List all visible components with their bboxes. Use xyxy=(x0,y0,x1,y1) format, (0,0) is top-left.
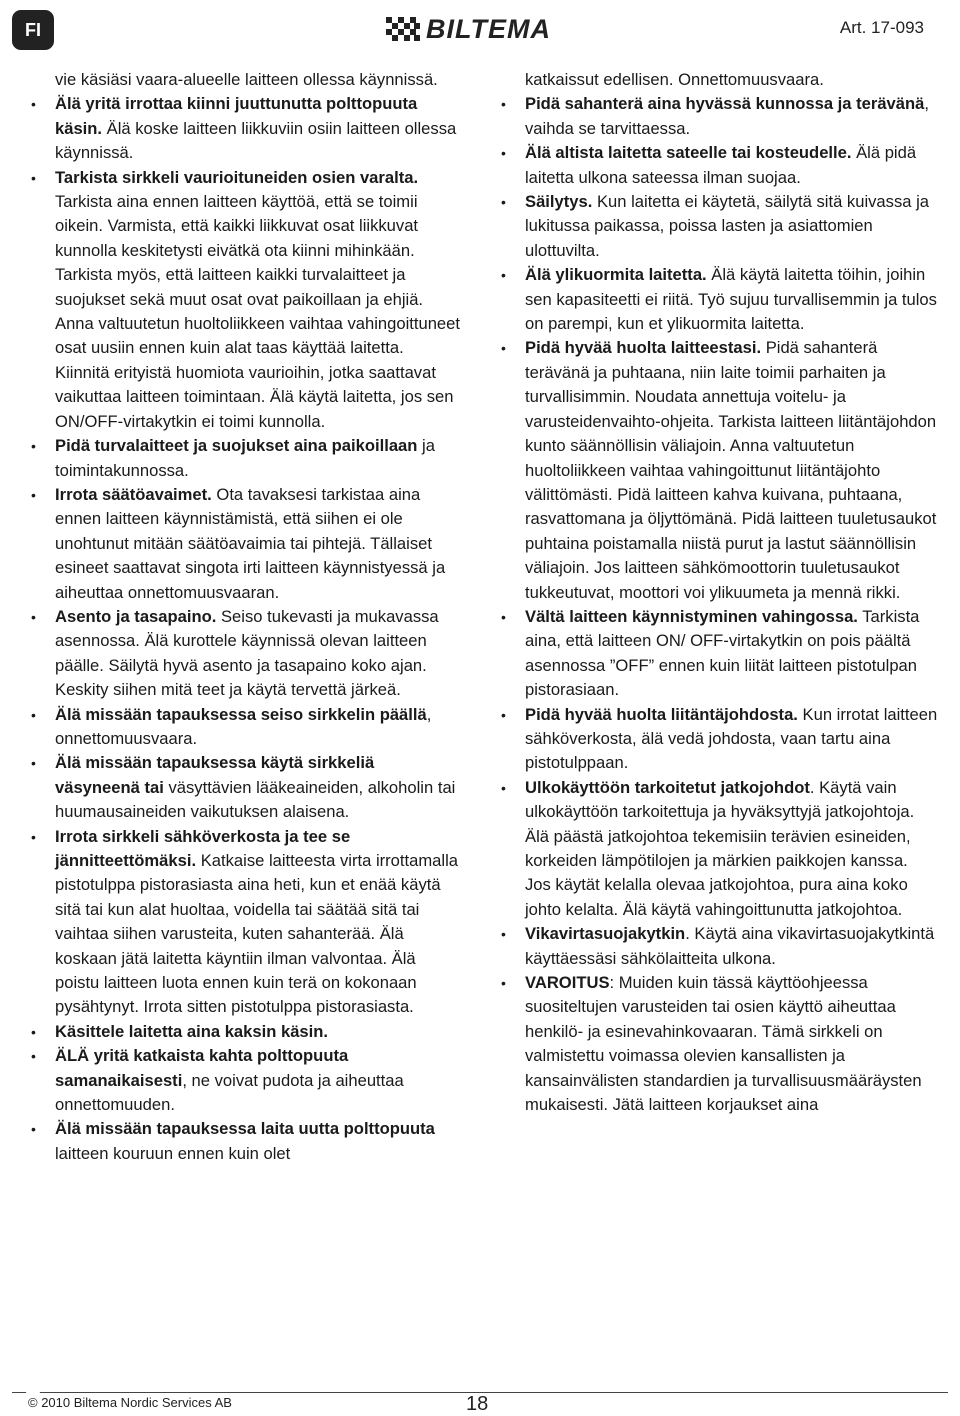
list-item xyxy=(28,605,460,703)
bold-text: Älä ylikuormita laitetta. xyxy=(525,265,707,285)
bullet-icon: • xyxy=(501,194,506,211)
list-item xyxy=(28,1117,460,1166)
list-item xyxy=(498,336,938,604)
bullet-icon: • xyxy=(31,706,36,723)
list-item xyxy=(28,1020,460,1044)
bullet-icon: • xyxy=(501,608,506,625)
body-text: ja toimintakunnossa. xyxy=(55,436,435,480)
bullet-icon: • xyxy=(31,96,36,113)
body-text: laitteen kouruun ennen kuin olet xyxy=(55,1143,291,1163)
bullet-icon: • xyxy=(501,975,506,992)
bold-text: VAROITUS xyxy=(525,973,610,993)
bullet-icon: • xyxy=(501,340,506,357)
bold-text: Pidä turvalaitteet ja suojukset aina paikoillaan xyxy=(55,436,418,456)
bold-text: Pidä hyvää huolta liitäntäjohdosta. xyxy=(525,704,798,724)
list-item xyxy=(498,922,938,971)
bullet-icon: • xyxy=(31,608,36,625)
brand-name: BILTEMA xyxy=(426,13,551,44)
body-text: katkaissut edellisen. Onnettomuusvaara. xyxy=(525,70,824,89)
bullet-icon: • xyxy=(501,145,506,162)
list-item xyxy=(28,751,460,824)
list-item xyxy=(28,483,460,605)
bold-text: ÄLÄ yritä katkaista kahta polttopuuta samanaikaisesti xyxy=(55,1046,349,1090)
bold-text: Vikavirtasuojakytkin xyxy=(525,924,686,944)
body-text: Älä koske laitteen liikkuviin osiin laitteen ollessa käynnissä. xyxy=(55,118,457,163)
bullet-icon: • xyxy=(31,438,36,455)
bold-text: Asento ja tasapaino. xyxy=(55,606,217,626)
bold-text: Älä missään tapauksessa käytä sirkkeliä väsyneenä tai xyxy=(55,753,375,797)
body-text: , onnettomuusvaara. xyxy=(55,704,432,748)
bold-text: Älä missään tapauksessa seiso sirkkelin päällä xyxy=(55,704,427,724)
page-header xyxy=(0,0,960,64)
body-text: Seiso tukevasti ja mukavassa asennossa. Älä kurottele käynnissä olevan laitteen päälle. Säilytä hyvä asento ja tasapaino koko ajan. Keskity siihen mitä teet ja käytä tervettä järkeä. xyxy=(55,606,439,700)
list-item xyxy=(498,190,938,263)
bold-text: Ulkokäyttöön tarkoitetut jatkojohdot xyxy=(525,777,810,797)
body-text: , ne voivat pudota ja aiheuttaa onnettomuuden. xyxy=(55,1070,404,1115)
article-number: Art. 17-093 xyxy=(839,18,924,37)
body-text: . Käytä aina vikavirtasuojakytkintä käyttäessäsi sähkölaitteita ulkona. xyxy=(525,924,935,968)
bullet-icon: • xyxy=(501,267,506,284)
bullet-icon: • xyxy=(31,169,36,186)
list-item xyxy=(498,263,938,336)
bold-text: Älä yritä irrottaa kiinni juuttunutta polttopuuta käsin. xyxy=(55,94,418,138)
continuation-paragraph xyxy=(28,68,460,92)
bold-text: Vältä laitteen käynnistyminen vahingossa. xyxy=(525,606,858,626)
bold-text: Irrota sirkkeli sähköverkosta ja tee se jännitteettömäksi. xyxy=(55,826,351,870)
bullet-icon: • xyxy=(501,926,506,943)
list-item xyxy=(28,92,460,165)
list-item xyxy=(498,141,938,190)
bold-text: Pidä sahanterä aina hyvässä kunnossa ja terävänä xyxy=(525,94,925,114)
bullet-icon: • xyxy=(31,828,36,845)
left-column xyxy=(28,68,460,1166)
checkered-flag-icon xyxy=(386,17,420,41)
right-column xyxy=(498,68,938,1117)
bullet-icon: • xyxy=(31,755,36,772)
bullet-icon: • xyxy=(501,706,506,723)
body-text: Kun laitetta ei käytetä, säilytä sitä kuivassa ja lukitussa paikassa, poissa lasten ja asiattomien ulottuvilta. xyxy=(525,192,929,260)
list-item xyxy=(498,605,938,703)
bullet-icon: • xyxy=(31,1023,36,1040)
brand-logo xyxy=(386,14,551,44)
list-item xyxy=(28,825,460,1020)
body-text: Älä pidä laitetta ulkona sateessa ilman suojaa. xyxy=(525,143,917,187)
bullet-icon: • xyxy=(501,96,506,113)
body-text: väsyttävien lääkeaineiden, alkoholin tai huumausaineiden vaikutuksen alaisena. xyxy=(55,777,456,822)
bold-text: Käsittele laitetta aina kaksin käsin. xyxy=(55,1021,329,1041)
list-item xyxy=(28,434,460,483)
bold-text: Säilytys. xyxy=(525,192,593,212)
body-text: Tarkista aina ennen laitteen käyttöä, että se toimii oikein. Varmista, että kaikki liikkuvat osat liikkuvat kunnolla keskitetysti eivätkä ota kiinni mihinkään. Tarkista myös, että laitteen kaikki turvalaitteet ja suojukset sekä muut osat ovat paikoillaan ja ehjiä. Anna valtuutetun huoltoliikkeen vaihtaa vahingoittuneet osat uusiin ennen kuin alat taas käyttää laitetta. Kiinnitä erityistä huomiota vaurioihin, jotka saattavat vaikuttaa laitteen toimintaan. Älä käytä laitetta, jos sen ON/OFF-virtakytkin ei toimi kunnolla. xyxy=(55,192,460,431)
bullet-icon: • xyxy=(31,486,36,503)
list-item xyxy=(28,166,460,434)
bold-text: Älä altista laitetta sateelle tai kosteudelle. xyxy=(525,143,852,163)
body-text: Kun irrotat laitteen sähköverkosta, älä vedä johdosta, vaan tartu aina pistotulppaan. xyxy=(525,704,938,773)
bullet-icon: • xyxy=(31,1048,36,1065)
body-text: Katkaise laitteesta virta irrottamalla pistotulppa pistorasiasta aina heti, kun et enää käytä sitä tai kun alat huoltaa, voidella tai säätää sitä tai vaihtaa siihen varusteita, kuten sahanterää. Älä koskaan jätä laitetta käyntiin ilman valvontaa. Älä poistu laitteen luota ennen kuin terä on kokonaan pysähtynyt. Irrota sitten pistotulppa pistorasiasta. xyxy=(55,851,459,1017)
body-text: , vaihda se tarvittaessa. xyxy=(525,94,930,138)
body-text: Älä käytä laitetta töihin, joihin sen kapasiteetti ei riitä. Työ sujuu turvallisemmin ja tulos on parempi, kun et ylikuormita laitetta. xyxy=(525,265,937,334)
body-text: : Muiden kuin tässä käyttöohjeessa suositeltujen varusteiden tai osien käyttö aiheuttaa henkilö- ja esinevahinkovaaran. Tämä sirkkeli on valmistettu voimassa olevien kansallisten ja kansainvälisten standardien ja turvallisuusmääräysten mukaisesti. Jätä laitteen korjaukset aina xyxy=(525,973,922,1115)
body-text: Pidä sahanterä terävänä ja puhtaana, niin laite toimii parhaiten ja turvallisimmin. Noudata annettuja voitelu- ja varusteidenvaihto-ohjeita. Tarkista laitteen liitäntäjohdon kunto säännöllisin väliajoin. Anna valtuutetun huoltoliikkeen vaihtaa vahingoittunut liitäntäjohto välittömästi. Pidä laitteen kahva kuivana, puhtaana, rasvattomana ja öljyttömänä. Pidä laitteen tuuletusaukot puhtaina poistamalla niistä purut ja lastut säännöllisin väliajoin. Jos laitteen sähkömoottorin tuuletusaukot tukkeutuvat, moottori voi ylikuumeta ja mennä rikki. xyxy=(525,338,937,602)
body-text: . Käytä vain ulkokäyttöön tarkoitettuja ja hyväksyttyjä jatkojohtoja. Älä päästä jatkojohtoa tekemisiin terävien esineiden, korkeiden lämpötilojen ja märkien paikkojen kanssa. Jos käytät kelalla olevaa jatkojohtoa, pura aina koko johto kelalta. Älä käytä vahingoittunutta jatkojohtoa. xyxy=(525,777,915,919)
bold-text: Älä missään tapauksessa laita uutta polttopuuta xyxy=(55,1119,435,1139)
bold-text: Pidä hyvää huolta laitteestasi. xyxy=(525,338,762,358)
bullet-icon: • xyxy=(31,1121,36,1138)
bold-text: Tarkista sirkkeli vaurioituneiden osien varalta. xyxy=(55,167,419,187)
body-text: Ota tavaksesi tarkistaa aina ennen laitteen käynnistämistä, että siihen ei ole unohtunut mitään säätöavaimia tai pihtejä. Tällaiset esineet saattavat singota irti laitteen käynnistyessä ja aiheuttaa onnettomuusvaaran. xyxy=(55,484,446,602)
page-number: 18 xyxy=(466,1393,489,1415)
bullet-icon: • xyxy=(501,779,506,796)
body-text: Tarkista aina, että laitteen ON/ OFF-virtakytkin on pois päältä asennossa ”OFF” ennen kuin liität laitteen pistotulpan pistorasiaan. xyxy=(525,606,920,700)
list-item xyxy=(28,703,460,752)
language-badge: FI xyxy=(12,10,54,50)
list-item xyxy=(28,1044,460,1117)
list-item xyxy=(498,92,938,141)
list-item xyxy=(498,971,938,1117)
list-item xyxy=(498,703,938,776)
continuation-paragraph xyxy=(498,68,938,92)
bold-text: Irrota säätöavaimet. xyxy=(55,484,212,504)
body-text: vie käsiäsi vaara-alueelle laitteen ollessa käynnissä. xyxy=(55,70,438,89)
list-item xyxy=(498,776,938,922)
copyright-text: © 2010 Biltema Nordic Services AB xyxy=(28,1395,232,1410)
